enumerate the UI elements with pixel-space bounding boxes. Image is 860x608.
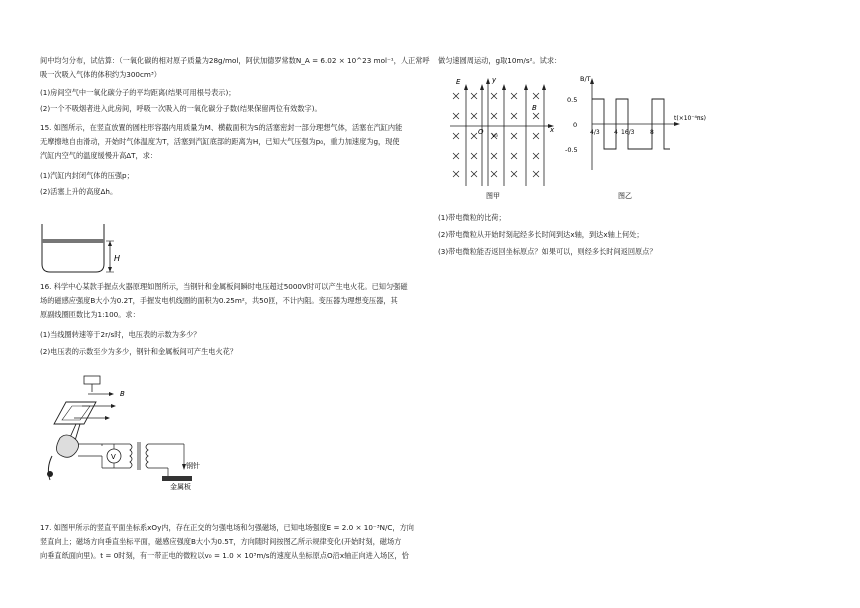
bt-y-label: B/T bbox=[580, 75, 591, 83]
tick-0: 0 bbox=[573, 121, 578, 129]
needle-label: 钢针 bbox=[186, 462, 200, 470]
intro-line-2: 吸一次吸入气体的体积约为300cm³） bbox=[40, 70, 161, 79]
intro-line-1: 间中均匀分布，试估算：（一氧化碳的相对原子质量为28g/mol，阿伏加德罗常数N_A = 6.02 × 10^23 mol⁻¹，人正常呼 bbox=[40, 56, 430, 65]
tick-4: 4 bbox=[614, 129, 618, 136]
fig-a-caption: 图甲 bbox=[486, 192, 500, 200]
q16-part-1: (1)当线圈转速等于2r/s时，电压表的示数为多少？ bbox=[40, 330, 201, 339]
axis-x-label: x bbox=[550, 126, 555, 134]
field-b-label: B bbox=[120, 390, 125, 398]
tick-4-3: 4/3 bbox=[590, 129, 600, 136]
field-e-label: E bbox=[456, 78, 461, 86]
origin-label: O bbox=[478, 128, 484, 136]
metal-plate bbox=[162, 476, 192, 481]
cylinder-figure bbox=[38, 222, 128, 280]
bt-x-label: t(×10⁻⁴πs) bbox=[674, 115, 707, 122]
tick-16-3: 16/3 bbox=[621, 129, 635, 136]
q15-line-2: 无摩擦地自由滑动，开始时气体温度为T，活塞到汽缸底部的距离为H，已知大气压强为p₀，重力加速度为g，现使 bbox=[40, 137, 400, 146]
bt-graph-b bbox=[560, 74, 710, 204]
q17-line-3: 向垂直纸面向里)。t = 0时刻，有一带正电的微粒以v₀ = 1.0 × 10³m/s的速度从坐标原点O沿x轴正向进入场区，恰 bbox=[40, 551, 409, 560]
tick-minus-0-5: -0.5 bbox=[565, 146, 578, 154]
v0-label: v₀ bbox=[492, 132, 498, 139]
e-field-arrow bbox=[524, 84, 528, 90]
voltmeter-label: V bbox=[111, 453, 116, 461]
plate-label: 金属板 bbox=[170, 483, 191, 490]
tick-8: 8 bbox=[650, 129, 654, 136]
e-field-arrow bbox=[480, 84, 484, 90]
q15-line-3: 汽缸内空气的温度缓慢升高ΔT，求： bbox=[40, 151, 158, 160]
q16-line-3: 原副线圈匝数比为1:100。求： bbox=[40, 310, 140, 319]
e-field-arrow bbox=[542, 84, 546, 90]
e-field-arrow bbox=[464, 84, 468, 90]
q16-line-1: 16. 科学中心某款手握点火器原理如图所示，当钢针和金属板间瞬时电压超过5000V时可以产生电火花。已知匀强磁 bbox=[40, 282, 408, 291]
tick-0-5: 0.5 bbox=[567, 96, 578, 104]
y-axis-arrow bbox=[486, 78, 490, 84]
e-field-arrow bbox=[502, 84, 506, 90]
q17-intro-cont: 做匀速圆周运动，g取10m/s²。试求： bbox=[438, 56, 562, 65]
fig-b-caption: 图乙 bbox=[618, 192, 632, 200]
q17-line-2: 竖直向上；磁场方向垂直坐标平面，磁感应强度B大小为0.5T，方向随时间按图乙所示规律变化(开始时刻，磁场方 bbox=[40, 537, 402, 546]
q15-part-1: (1)汽缸内封闭气体的压强p； bbox=[40, 171, 134, 180]
q17-part-1: (1)带电微粒的比荷； bbox=[438, 213, 506, 222]
piston bbox=[42, 239, 104, 243]
q17-part-3: (3)带电微粒能否返回坐标原点？如果可以，则经多长时间返回原点？ bbox=[438, 247, 657, 256]
field-b-label-a: B bbox=[532, 104, 537, 112]
q17-line-1: 17. 如图甲所示的竖直平面坐标系xOy内，存在正交的匀强电场和匀强磁场，已知电场强度E = 2.0 × 10⁻³N/C，方向 bbox=[40, 523, 414, 532]
q15-line-1: 15. 如图所示，在竖直放置的圆柱形容器内用质量为M、横截面积为S的活塞密封一部分理想气体，活塞在汽缸内能 bbox=[40, 123, 403, 132]
q16-part-2: (2)电压表的示数至少为多少，钢针和金属板间可产生电火花？ bbox=[40, 347, 238, 356]
height-label: H bbox=[114, 254, 121, 263]
q16-line-2: 场的磁感应强度B大小为0.2T，手握发电机线圈的面积为0.25m²，共50匝，不计内阻。变压器为理想变压器，其 bbox=[40, 296, 398, 305]
q17-part-2: (2)带电微粒从开始时刻起经多长时间到达x轴，到达x轴上何处； bbox=[438, 230, 644, 239]
q14-part-2: (2)一个不吸烟者进入此房间，呼吸一次吸入的一氧化碳分子数(结果保留两位有效数字)。 bbox=[40, 104, 322, 113]
axis-y-label: y bbox=[492, 76, 497, 84]
q14-part-1: (1)房间空气中一氧化碳分子的平均距离(结果可用根号表示)； bbox=[40, 88, 236, 97]
field-figure-a bbox=[446, 74, 572, 204]
q15-part-2: (2)活塞上升的高度Δh。 bbox=[40, 187, 118, 196]
igniter-figure bbox=[38, 372, 218, 490]
